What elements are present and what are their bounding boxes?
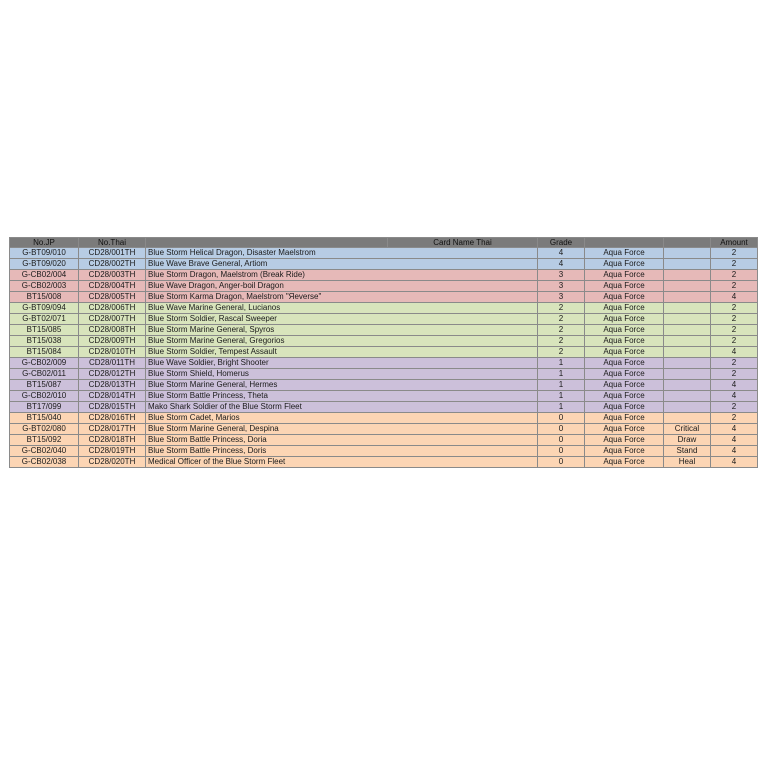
col-header-clan [585,238,664,248]
cell-clan: Aqua Force [585,358,664,369]
cell-clan: Aqua Force [585,281,664,292]
col-header-amount: Amount [711,238,758,248]
cell-no-jp: BT15/038 [10,336,79,347]
cell-no-jp: BT17/099 [10,402,79,413]
cell-grade: 2 [538,336,585,347]
cell-no-jp: BT15/040 [10,413,79,424]
cell-clan: Aqua Force [585,347,664,358]
cell-card-name: Blue Wave Dragon, Anger-boil Dragon [146,281,538,292]
cell-card-name: Blue Storm Dragon, Maelstrom (Break Ride) [146,270,538,281]
cell-card-name: Blue Wave Brave General, Artiom [146,259,538,270]
cell-card-name: Blue Storm Marine General, Spyros [146,325,538,336]
cell-clan: Aqua Force [585,413,664,424]
col-header-trigger [664,238,711,248]
cell-trigger [664,303,711,314]
cell-card-name: Medical Officer of the Blue Storm Fleet [146,457,538,468]
cell-trigger [664,413,711,424]
cell-no-jp: BT15/092 [10,435,79,446]
cell-amount: 2 [711,413,758,424]
cell-no-jp: G-BT09/010 [10,248,79,259]
cell-grade: 0 [538,457,585,468]
cell-clan: Aqua Force [585,402,664,413]
cell-amount: 2 [711,314,758,325]
cell-no-thai: CD28/002TH [79,259,146,270]
cell-grade: 2 [538,314,585,325]
card-list-table [9,237,758,468]
table-row [10,259,758,270]
cell-amount: 2 [711,402,758,413]
cell-card-name: Blue Wave Marine General, Lucianos [146,303,538,314]
table-row [10,325,758,336]
cell-no-thai: CD28/015TH [79,402,146,413]
cell-amount: 2 [711,270,758,281]
cell-card-name: Blue Storm Marine General, Hermes [146,380,538,391]
cell-clan: Aqua Force [585,435,664,446]
cell-no-jp: G-CB02/003 [10,281,79,292]
table-row [10,446,758,457]
cell-trigger [664,325,711,336]
table-row [10,391,758,402]
cell-amount: 4 [711,292,758,303]
cell-amount: 4 [711,457,758,468]
table-row [10,248,758,259]
cell-trigger [664,259,711,270]
cell-no-thai: CD28/007TH [79,314,146,325]
cell-clan: Aqua Force [585,391,664,402]
cell-card-name: Blue Storm Soldier, Tempest Assault [146,347,538,358]
cell-clan: Aqua Force [585,248,664,259]
cell-grade: 4 [538,248,585,259]
cell-clan: Aqua Force [585,303,664,314]
cell-no-thai: CD28/001TH [79,248,146,259]
cell-no-thai: CD28/008TH [79,325,146,336]
cell-trigger [664,369,711,380]
cell-grade: 2 [538,347,585,358]
cell-no-thai: CD28/010TH [79,347,146,358]
cell-card-name: Blue Storm Helical Dragon, Disaster Maelstrom [146,248,538,259]
cell-amount: 4 [711,435,758,446]
header-row [10,238,758,248]
cell-card-name: Mako Shark Soldier of the Blue Storm Fleet [146,402,538,413]
cell-grade: 0 [538,413,585,424]
cell-amount: 2 [711,303,758,314]
cell-card-name: Blue Storm Shield, Homerus [146,369,538,380]
cell-card-name: Blue Storm Marine General, Despina [146,424,538,435]
cell-trigger: Critical [664,424,711,435]
cell-trigger [664,314,711,325]
cell-card-name: Blue Storm Battle Princess, Doria [146,435,538,446]
table-row [10,347,758,358]
cell-clan: Aqua Force [585,270,664,281]
cell-amount: 4 [711,446,758,457]
cell-amount: 4 [711,424,758,435]
table-row [10,369,758,380]
cell-clan: Aqua Force [585,292,664,303]
cell-no-jp: G-CB02/010 [10,391,79,402]
table-row [10,435,758,446]
cell-amount: 4 [711,347,758,358]
cell-clan: Aqua Force [585,446,664,457]
cell-no-jp: BT15/084 [10,347,79,358]
cell-grade: 1 [538,391,585,402]
cell-amount: 2 [711,336,758,347]
cell-no-thai: CD28/013TH [79,380,146,391]
table-row [10,292,758,303]
cell-clan: Aqua Force [585,457,664,468]
cell-grade: 4 [538,259,585,270]
cell-clan: Aqua Force [585,314,664,325]
cell-card-name: Blue Wave Soldier, Bright Shooter [146,358,538,369]
cell-amount: 4 [711,391,758,402]
col-header-no-thai: No.Thai [79,238,146,248]
cell-amount: 4 [711,380,758,391]
table-row [10,457,758,468]
cell-grade: 2 [538,303,585,314]
col-header-blank [146,238,388,248]
col-header-grade: Grade [538,238,585,248]
cell-trigger [664,347,711,358]
table-row [10,358,758,369]
cell-no-jp: G-CB02/040 [10,446,79,457]
table-row [10,413,758,424]
cell-trigger: Draw [664,435,711,446]
cell-amount: 2 [711,358,758,369]
cell-no-thai: CD28/011TH [79,358,146,369]
cell-amount: 2 [711,325,758,336]
cell-grade: 3 [538,281,585,292]
cell-grade: 3 [538,292,585,303]
cell-no-jp: BT15/008 [10,292,79,303]
cell-amount: 2 [711,281,758,292]
cell-no-thai: CD28/005TH [79,292,146,303]
cell-clan: Aqua Force [585,259,664,270]
cell-clan: Aqua Force [585,336,664,347]
cell-no-thai: CD28/009TH [79,336,146,347]
cell-no-thai: CD28/004TH [79,281,146,292]
cell-grade: 2 [538,325,585,336]
cell-grade: 0 [538,446,585,457]
cell-grade: 1 [538,380,585,391]
cell-clan: Aqua Force [585,380,664,391]
table-row [10,270,758,281]
cell-grade: 1 [538,402,585,413]
cell-no-jp: BT15/085 [10,325,79,336]
cell-grade: 1 [538,358,585,369]
cell-trigger [664,292,711,303]
cell-grade: 3 [538,270,585,281]
cell-grade: 0 [538,424,585,435]
cell-trigger: Heal [664,457,711,468]
cell-trigger [664,281,711,292]
cell-card-name: Blue Storm Soldier, Rascal Sweeper [146,314,538,325]
cell-no-jp: G-BT02/080 [10,424,79,435]
cell-trigger [664,336,711,347]
cell-clan: Aqua Force [585,424,664,435]
cell-no-thai: CD28/003TH [79,270,146,281]
cell-trigger [664,380,711,391]
cell-trigger [664,248,711,259]
cell-no-thai: CD28/012TH [79,369,146,380]
table-row [10,303,758,314]
col-header-no-jp: No.JP [10,238,79,248]
cell-no-jp: G-CB02/038 [10,457,79,468]
cell-no-thai: CD28/020TH [79,457,146,468]
table-row [10,402,758,413]
cell-grade: 0 [538,435,585,446]
cell-trigger [664,270,711,281]
table-row [10,424,758,435]
cell-card-name: Blue Storm Cadet, Marios [146,413,538,424]
cell-trigger [664,391,711,402]
cell-card-name: Blue Storm Karma Dragon, Maelstrom "Яeverse" [146,292,538,303]
cell-amount: 2 [711,259,758,270]
cell-no-jp: G-CB02/009 [10,358,79,369]
cell-no-jp: G-BT09/094 [10,303,79,314]
cell-no-thai: CD28/014TH [79,391,146,402]
cell-no-thai: CD28/017TH [79,424,146,435]
cell-no-thai: CD28/016TH [79,413,146,424]
col-header-card-name: Card Name Thai [388,238,538,248]
cell-grade: 1 [538,369,585,380]
cell-amount: 2 [711,369,758,380]
cell-trigger: Stand [664,446,711,457]
cell-no-jp: G-CB02/004 [10,270,79,281]
cell-card-name: Blue Storm Battle Princess, Theta [146,391,538,402]
cell-clan: Aqua Force [585,369,664,380]
table-body [10,248,758,468]
cell-no-thai: CD28/006TH [79,303,146,314]
cell-trigger [664,402,711,413]
cell-trigger [664,358,711,369]
cell-card-name: Blue Storm Marine General, Gregorios [146,336,538,347]
cell-clan: Aqua Force [585,325,664,336]
cell-amount: 2 [711,248,758,259]
cell-no-jp: G-CB02/011 [10,369,79,380]
table-row [10,314,758,325]
cell-card-name: Blue Storm Battle Princess, Doris [146,446,538,457]
cell-no-thai: CD28/019TH [79,446,146,457]
cell-no-jp: G-BT02/071 [10,314,79,325]
cell-no-jp: G-BT09/020 [10,259,79,270]
table-row [10,281,758,292]
cell-no-jp: BT15/087 [10,380,79,391]
cell-no-thai: CD28/018TH [79,435,146,446]
table-row [10,336,758,347]
table-row [10,380,758,391]
